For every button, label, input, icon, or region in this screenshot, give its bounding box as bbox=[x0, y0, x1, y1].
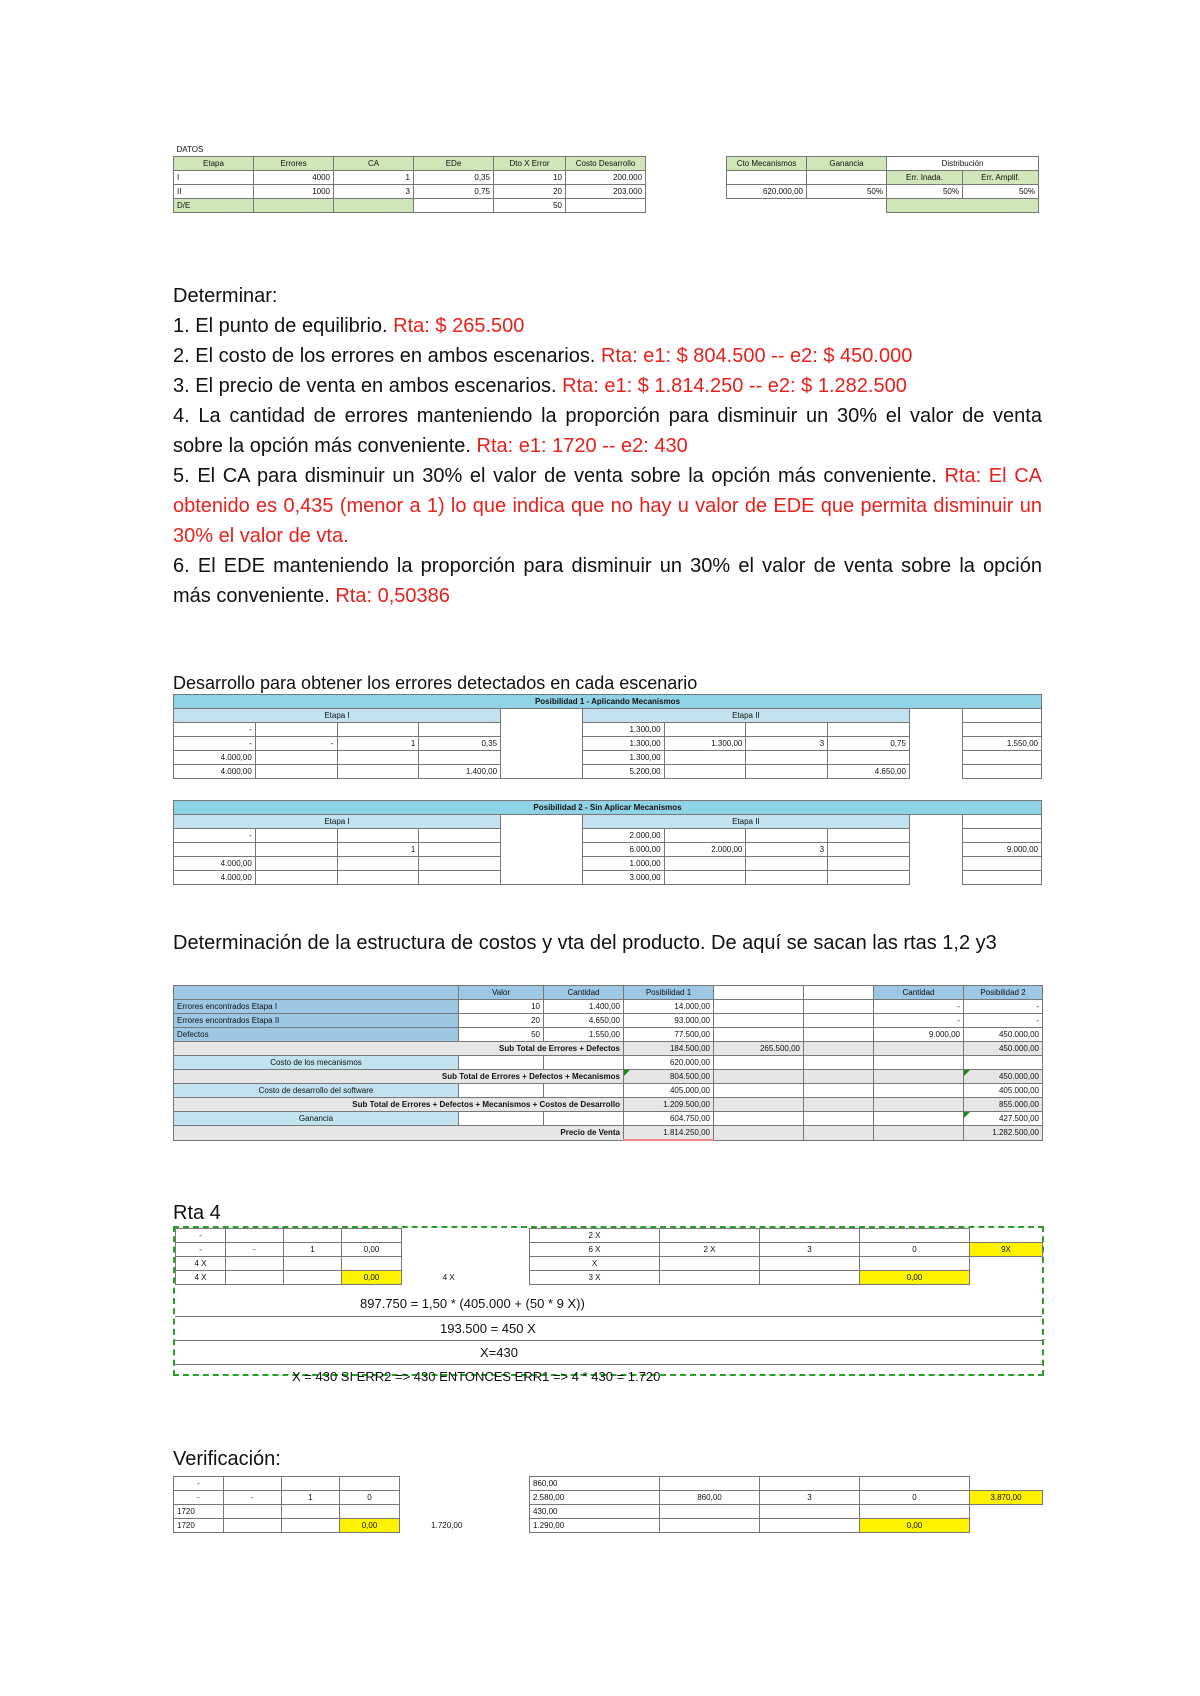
table-row: Sub Total de Errores + Defectos + Mecanismos + Costos de Desarrollo 1.209.500,00 855.000,00 bbox=[174, 1098, 1043, 1112]
table-row: 4.000,00 1.400,00 5.200,00 4.650,00 bbox=[174, 765, 1042, 779]
table-row: 4.000,00 1.000,00 bbox=[174, 857, 1042, 871]
posibilidad-1-section bbox=[173, 694, 1042, 779]
datos-header: EDe bbox=[414, 157, 494, 171]
datos-section bbox=[173, 143, 646, 213]
table-row: Ganancia 604.750,00 427.500,00 bbox=[174, 1112, 1043, 1126]
estructura-title: Determinación de la estructura de costos y vta del producto. De aquí se sacan las rtas 1,2 y3 bbox=[173, 932, 997, 954]
rta4-equation-3: X=430 bbox=[480, 1345, 518, 1360]
table-row: D/E 50 bbox=[174, 199, 646, 213]
question-6: 6. El EDE manteniendo la proporción para disminuir un 30% el valor de venta sobre la opción más conveniente. Rta: 0,50386 bbox=[173, 555, 1042, 607]
table-row: 620.000,00 50% 50% 50% bbox=[727, 185, 1039, 199]
table-row: Errores encontrados Etapa I 10 1.400,00 14.000,00 - - bbox=[174, 1000, 1043, 1014]
datos-header: Etapa bbox=[174, 157, 254, 171]
table-row: I 4000 1 0,35 10 200.000 bbox=[174, 171, 646, 185]
table-row: - 2.000,00 bbox=[174, 829, 1042, 843]
datos-header: Errores bbox=[254, 157, 334, 171]
question-1: 1. El punto de equilibrio. Rta: $ 265.500 bbox=[173, 315, 525, 337]
ganancia-header: Ganancia bbox=[807, 157, 887, 171]
rta4-left-table: - - - 1 0,00 4 X 4 X 0,00 4 X bbox=[175, 1228, 496, 1285]
posibilidad-1-title: Posibilidad 1 - Aplicando Mecanismos bbox=[174, 695, 1042, 709]
datos-table bbox=[173, 143, 646, 213]
posibilidad-1-table bbox=[173, 694, 1042, 779]
verificacion-title: Verificación: bbox=[173, 1448, 281, 1470]
etapa-ii-header: Etapa II bbox=[582, 709, 909, 723]
table-row: 4.000,00 3.000,00 bbox=[174, 871, 1042, 885]
questions-block bbox=[173, 281, 1042, 611]
datos-header: CA bbox=[334, 157, 414, 171]
etapa-ii-header: Etapa II bbox=[582, 815, 909, 829]
question-4: 4. La cantidad de errores manteniendo la proporción para disminuir un 30% el valor de venta sobre la opción más conveniente. Rta: e1: 1720 -- e2: 430 bbox=[173, 405, 1042, 457]
etapa-i-header: Etapa I bbox=[174, 709, 501, 723]
table-row: Defectos 50 1.550,00 77.500,00 9.000,00 450.000,00 bbox=[174, 1028, 1043, 1042]
rta4-equation-2: 193.500 = 450 X bbox=[440, 1321, 536, 1336]
table-row: Costo de los mecanismos 620.000,00 bbox=[174, 1056, 1043, 1070]
etapa-i-header: Etapa I bbox=[174, 815, 501, 829]
rta4-title: Rta 4 bbox=[173, 1202, 221, 1224]
estructura-section bbox=[173, 985, 1043, 1141]
datos-label: DATOS bbox=[176, 145, 204, 154]
table-row: 4.000,00 1.300,00 bbox=[174, 751, 1042, 765]
table-row: Sub Total de Errores + Defectos 184.500,00 265.500,00 450.000,00 bbox=[174, 1042, 1043, 1056]
datos-header: Dto X Error bbox=[494, 157, 566, 171]
datos-header: Costo Desarrollo bbox=[566, 157, 646, 171]
posibilidad-2-table bbox=[173, 800, 1042, 885]
datos-right-section bbox=[726, 143, 1039, 213]
table-row: - - 1 0,35 1.300,00 1.300,00 3 0,75 1.550,00 bbox=[174, 737, 1042, 751]
posibilidad-2-section bbox=[173, 800, 1042, 885]
estructura-table: Valor Cantidad Posibilidad 1 Cantidad Posibilidad 2 Errores encontrados Etapa I 10 1.400,00 14.000,00 - - Errores encontrados Etapa II 20 4.650,00 93.000,00 - - Defectos 50 1.550,00 77.500,00 9.000,00 450.000,00 Sub Total de Errores + Defectos 184.500,00 265.500,00 450.000,00 Costo de los mecanismos 620.000,00 Sub Total de Errores + Defectos + Mecanismos 804.500,00 450.000,00 Costo de desarrollo del software 405.000,00 405.000,00 Sub Total de Errores + Defectos + Mecanismos + Costos de Desarrollo 1.209.500,00 855.000,00 Ganancia 604.750,00 427.500,00 Precio de Venta 1.814.250,00 1.282.500,00 bbox=[173, 985, 1043, 1141]
rta4-equation-4: X = 430 SI ERR2 => 430 ENTONCES ERR1 => 4 * 430 = 1.720 bbox=[292, 1369, 661, 1384]
cto-mecanismos-header: Cto Mecanismos bbox=[727, 157, 807, 171]
distribucion-header: Distribución bbox=[887, 157, 1039, 171]
rta4-box bbox=[173, 1226, 1044, 1384]
question-3: 3. El precio de venta en ambos escenarios. Rta: e1: $ 1.814.250 -- e2: $ 1.282.500 bbox=[173, 375, 907, 397]
determinar-heading: Determinar: bbox=[173, 285, 278, 307]
posibilidad-2-title: Posibilidad 2 - Sin Aplicar Mecanismos bbox=[174, 801, 1042, 815]
datos-right-table: Cto Mecanismos Ganancia Distribución Err. Inada. Err. Amplif. 620.000,00 50% 50% 50% bbox=[726, 143, 1039, 213]
table-row: Precio de Venta 1.814.250,00 1.282.500,00 bbox=[174, 1126, 1043, 1141]
rta4-right-table: 2 X 6 X 2 X 3 0 9X X 3 X 0,00 bbox=[529, 1228, 1043, 1285]
desarrollo-title: Desarrollo para obtener los errores detectados en cada escenario bbox=[173, 673, 698, 693]
question-5: 5. El CA para disminuir un 30% el valor de venta sobre la opción más conveniente. Rta: El CA obtenido es 0,435 (menor a 1) lo que indica que no hay u valor de EDE que permita disminuir un 30% el valor de vta. bbox=[173, 465, 1043, 547]
table-row: - 1.300,00 bbox=[174, 723, 1042, 737]
table-row: II 1000 3 0,75 20 203.000 bbox=[174, 185, 646, 199]
table-row: Errores encontrados Etapa II 20 4.650,00 93.000,00 - - bbox=[174, 1014, 1043, 1028]
table-row: Costo de desarrollo del software 405.000,00 405.000,00 bbox=[174, 1084, 1043, 1098]
table-row: Sub Total de Errores + Defectos + Mecanismos 804.500,00 450.000,00 bbox=[174, 1070, 1043, 1084]
rta4-equation-1: 897.750 = 1,50 * (405.000 + (50 * 9 X)) bbox=[360, 1296, 585, 1311]
table-row: 1 6.000,00 2.000,00 3 9.000,00 bbox=[174, 843, 1042, 857]
verificacion-right-table: 860,00 2.580,00 860,00 3 0 3.870,00 430,00 1.290,00 0,00 bbox=[529, 1476, 1043, 1533]
verificacion-left-table: - - - 1 0 1720 1720 0,00 1.720,00 bbox=[173, 1476, 494, 1533]
question-2: 2. El costo de los errores en ambos escenarios. Rta: e1: $ 804.500 -- e2: $ 450.000 bbox=[173, 345, 913, 367]
